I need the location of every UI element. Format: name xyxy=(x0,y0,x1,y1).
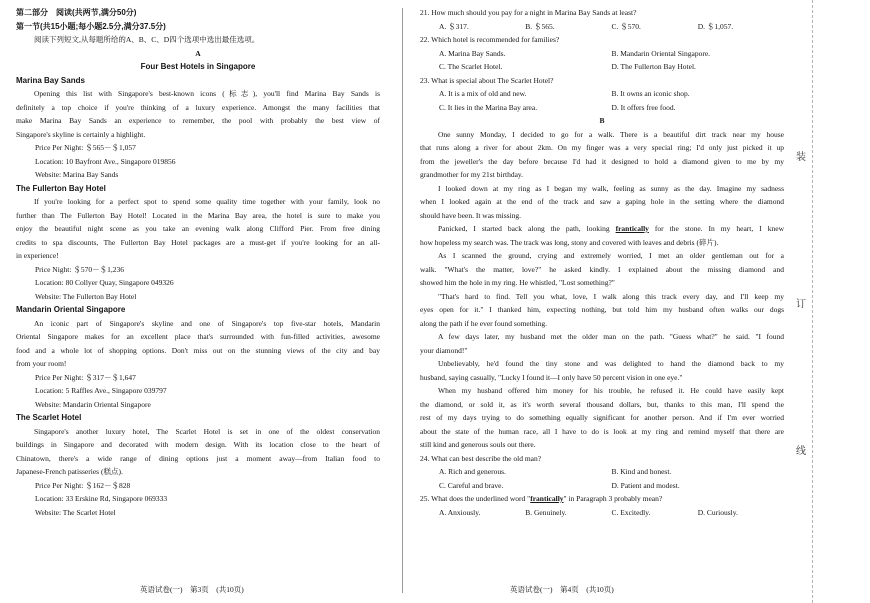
option[interactable]: D. It offers free food. xyxy=(611,102,676,112)
hotel-desc-line: Singapore's another luxury hotel, The Scarlet Hotel is set in one of the oldest conservation xyxy=(34,426,380,436)
stem-text: " in Paragraph 3 probably mean? xyxy=(563,494,663,503)
passage-line: grandmother for my 21st birthday. xyxy=(420,170,524,179)
hotel-name: The Scarlet Hotel xyxy=(16,413,82,422)
passage-line: that runs along a river for about 2km. On my finger was a very special ring; I'd only just picked it up xyxy=(420,143,784,152)
left-column xyxy=(16,6,380,519)
right-column xyxy=(420,6,784,519)
passage-a-title: Four Best Hotels in Singapore xyxy=(140,62,256,71)
stem-text: 25. What does the underlined word " xyxy=(420,494,531,503)
hotel-desc-line: If you're looking for a perfect spot to spend some quality time together with your family, look no xyxy=(34,197,380,206)
passage-line: "That's hard to find. Tell you what, love, I walk along this track every day, and I'll keep my xyxy=(438,291,784,301)
hotel-desc-line: Singapore's skyline is certainly a highlight. xyxy=(16,129,146,139)
passage-line: your diamond!" xyxy=(420,345,468,355)
option[interactable]: A. Anxiously. xyxy=(439,507,481,517)
hotel-desc-line: credits to spa discounts, The Fullerton Bay Hotel packages are a must-get if you're looking for an all- xyxy=(16,237,380,247)
hotel-desc-line: food and a whole lot of shopping options. Don't miss out on the stunning views of the city and bay xyxy=(16,345,380,355)
question-stem: 21. How much should you pay for a night in Marina Bay Sands at least? xyxy=(420,8,637,17)
passage-line: A few days later, my husband met the older man on the path. "Guess what?" he said. "I found xyxy=(438,332,784,341)
hotel-entry xyxy=(16,74,380,182)
passage-line: the diamond, or sold it, as it's worth several thousand dollars, but, thanks to this man, I'll spend the xyxy=(420,399,784,409)
hotel-desc-line: Chinatown, there's a wide range of dining options just a moment away—from Italian food to xyxy=(16,453,380,463)
hotel-website: Website: Mandarin Oriental Singapore xyxy=(35,399,151,409)
hotel-entry xyxy=(16,303,380,411)
passage-text: for the stone. In my heart, I knew xyxy=(648,224,784,233)
footer-right: 英语试卷(一) 第4页 (共10页) xyxy=(510,585,614,594)
option[interactable]: C. The Scarlet Hotel. xyxy=(439,62,503,71)
hotel-name: The Fullerton Bay Hotel xyxy=(16,183,106,193)
option[interactable]: A. Rich and generous. xyxy=(439,467,506,476)
option[interactable]: C. Excitedly. xyxy=(611,507,651,517)
hotel-name: Mandarin Oriental Singapore xyxy=(16,305,126,314)
passage-line: should have been. It was missing. xyxy=(420,210,522,220)
hotel-entry xyxy=(16,182,380,304)
option[interactable]: C. It lies in the Marina Bay area. xyxy=(439,102,538,112)
option[interactable]: C. Careful and brave. xyxy=(439,480,504,490)
hotel-price: Price Per Night: ＄565－＄1,057 xyxy=(35,143,136,152)
passage-line: showed him the hole in my ring. He whistled, "Lost something?" xyxy=(420,278,615,287)
question-stem: 23. What is special about The Scarlet Hotel? xyxy=(420,75,554,85)
hotel-price: Price Per Night: ＄317－＄1,647 xyxy=(35,372,136,382)
option[interactable]: B. Kind and honest. xyxy=(611,467,672,476)
hotel-price: Price Per Night: ＄162－＄828 xyxy=(35,480,131,490)
passage-text: Panicked, I started back along the path, looking xyxy=(438,224,616,233)
passage-line: along the path if he ever found something. xyxy=(420,318,548,328)
hotel-website: Website: The Fullerton Bay Hotel xyxy=(35,291,137,301)
binding-mark: 装 xyxy=(796,152,806,163)
hotel-website: Website: The Scarlet Hotel xyxy=(35,507,116,517)
column-divider xyxy=(402,8,403,593)
passage-line: how hopeless my search was. The track was long, stony and covered with leaves and debris (碎片). xyxy=(420,237,719,247)
passage-line: I looked down at my ring as I began my walk, feeling as sunny as the day. Imagine my sadness xyxy=(438,183,784,193)
hotel-location: Location: 10 Bayfront Ave., Singapore 019856 xyxy=(35,156,176,166)
passage-line: when I looked again at the end of the track and saw a gaping hole in the setting where the diamond xyxy=(420,197,784,206)
question-options xyxy=(420,479,784,493)
option[interactable]: B. It owns an iconic shop. xyxy=(611,89,690,98)
question-stem xyxy=(420,492,784,506)
option[interactable]: D. Curiously. xyxy=(697,507,738,517)
option[interactable]: A. It is a mix of old and new. xyxy=(439,89,527,98)
passage-a-letter: A xyxy=(195,48,201,58)
hotel-location: Location: 80 Collyer Quay, Singapore 049326 xyxy=(35,278,174,287)
option[interactable]: D. Patient and modest. xyxy=(611,480,680,490)
hotel-entry xyxy=(16,411,380,519)
question-options xyxy=(420,101,784,115)
option[interactable]: A. Marina Bay Sands. xyxy=(439,48,506,58)
binding-line xyxy=(812,0,814,603)
hotel-website: Website: Marina Bay Sands xyxy=(35,170,119,179)
hotel-desc-line: An iconic part of Singapore's skyline and one of Singapore's top five-star hotels, Mandarin xyxy=(34,318,380,328)
passage-line: rest of my days trying to do something equally significant for another person. And if I'm ever worried xyxy=(420,413,784,422)
passage-line: from the jeweller's the day before because I'd had it designed to hold a diamond given to me by my xyxy=(420,156,784,166)
option[interactable]: B. ＄565. xyxy=(525,21,555,31)
binding-mark: 线 xyxy=(796,446,806,457)
option[interactable]: A. ＄317. xyxy=(439,21,469,31)
hotel-location: Location: 5 Raffles Ave., Singapore 039797 xyxy=(35,386,167,395)
instructions: 阅读下列短文,从每题所给的A、B、C、D四个选项中选出最佳选项。 xyxy=(34,35,260,44)
passage-line: As I scanned the ground, crying and extremely worried, I met an older gentleman out for a xyxy=(438,251,784,260)
question-options xyxy=(420,20,784,34)
hotel-desc-line: further than The Fullerton Bay Hotel! Located in the Marina Bay area, the hotel is sure to make you xyxy=(16,210,380,220)
hotel-desc-line: Japanese-French patisseries (糕点). xyxy=(16,467,123,476)
underlined-word: frantically xyxy=(530,494,564,503)
passage-line: One sunny Monday, I decided to go for a walk. There is a beautiful dirt track near my house xyxy=(438,129,784,139)
question-options xyxy=(420,465,784,479)
option[interactable]: B. Mandarin Oriental Singapore. xyxy=(611,48,711,58)
option[interactable]: B. Genuinely. xyxy=(525,507,567,517)
passage-line xyxy=(420,222,784,236)
question-options xyxy=(420,87,784,101)
passage-line: walk. "What's the matter, love?" he asked kindly. I explained about the missing diamond and xyxy=(420,264,784,274)
option[interactable]: D. ＄1,057. xyxy=(697,21,734,31)
footer-left: 英语试卷(一) 第3页 (共10页) xyxy=(140,585,244,594)
question-options xyxy=(420,506,784,520)
hotel-desc-line: enjoy the beautiful night scene as you take an evening walk along Clifford Pier. From free dining xyxy=(16,224,380,233)
hotel-price: Price Night: ＄570－＄1,236 xyxy=(35,264,124,274)
hotel-desc-line: make Marina Bay Sands an experience to remember, the pool with probably the best view of xyxy=(16,116,380,125)
passage-line: still kind and generous souls out there. xyxy=(420,440,536,449)
binding-mark: 订 xyxy=(796,299,806,310)
passage-b-letter: B xyxy=(599,116,605,125)
passage-line: Unbelievably, he'd found the tiny stone and was delighted to hand the diamond back to my xyxy=(438,359,784,368)
hotel-desc-line: definitely a top choice if you're thinking of a luxury experience. Amongst the many facilities that xyxy=(16,102,380,112)
passage-line: husband, saying casually, "Lucky I found it—I only have 50 percent vision in one eye." xyxy=(420,372,683,382)
hotel-desc-line: Oriental Singapore makes for an excellent place that's surrounded with fun-filled activities, awesome xyxy=(16,332,380,341)
hotel-location: Location: 33 Erskine Rd, Singapore 069333 xyxy=(35,494,168,503)
subsection-header: 第一节(共15小题;每小题2.5分,满分37.5分) xyxy=(16,21,166,31)
passage-line: When my husband offered him money for his trouble, he refused it. He could have easily kept xyxy=(438,386,784,395)
question-options xyxy=(420,60,784,74)
question-stem: 22. Which hotel is recommended for families? xyxy=(420,35,560,44)
hotel-name: Marina Bay Sands xyxy=(16,75,85,85)
option[interactable]: C. ＄570. xyxy=(611,21,641,31)
option[interactable]: D. The Fullerton Bay Hotel. xyxy=(611,62,696,71)
question-stem: 24. What can best describe the old man? xyxy=(420,453,542,463)
question-options xyxy=(420,47,784,61)
passage-line: about the state of the human race, all I have to do is look at my ring and remind myself that there are xyxy=(420,426,784,436)
hotel-desc-line: Opening this list with Singapore's best-known icons (标志), you'll find Marina Bay Sands is xyxy=(34,89,380,98)
underlined-word: frantically xyxy=(615,224,649,233)
section-header: 第二部分 阅读(共两节,满分50分) xyxy=(16,8,137,17)
hotel-desc-line: in experience! xyxy=(16,251,59,260)
passage-line: eyes open for it." I thanked him, expecting nothing, but told him my husband often walks our dogs xyxy=(420,305,784,314)
hotel-desc-line: buildings in Singapore and decorated with modern design. With its location close to the heart of xyxy=(16,440,380,449)
hotel-desc-line: from your room! xyxy=(16,359,67,368)
